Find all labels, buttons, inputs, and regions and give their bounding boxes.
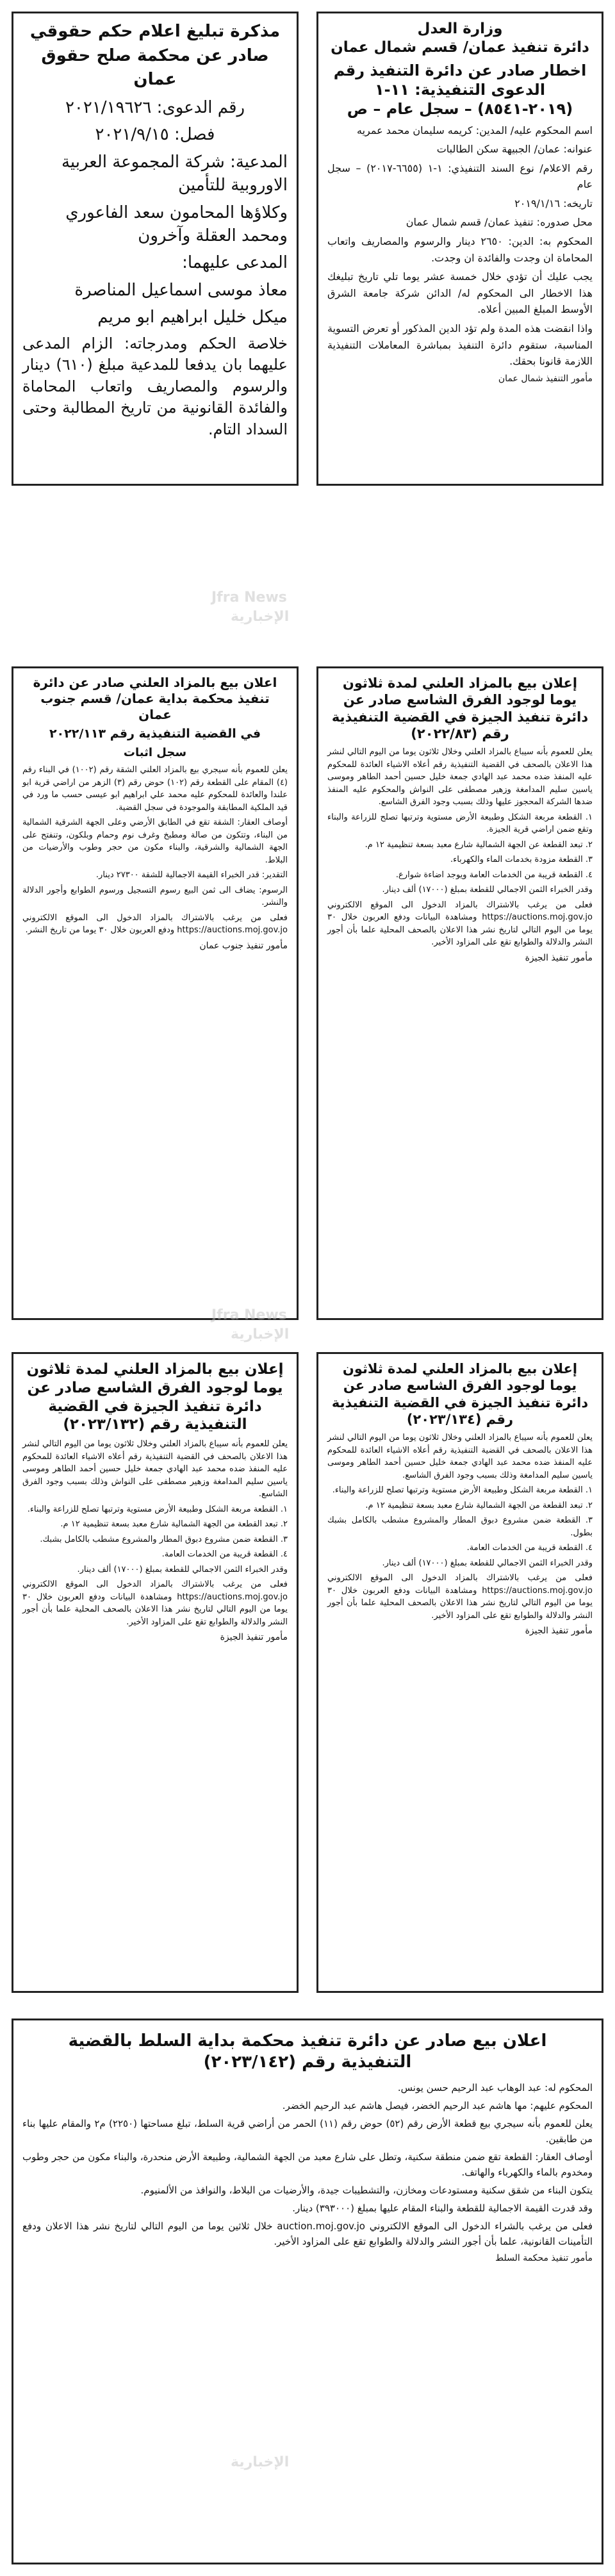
notice-line: ميكل خليل ابراهيم ابو مريم	[97, 308, 288, 327]
notice-para: ١. القطعة مربعة الشكل وطبيعة الأرض مستوية وترتبها تصلح للزراعة والبناء.	[27, 1504, 288, 1514]
notice-para: فعلى من يرغب بالاشتراك بالمزاد الدخول الى الموقع الالكتروني https://auctions.moj.gov.jo ودفع العربون خلال ٣٠ يوما من تاريخ النشر.	[22, 912, 288, 936]
notice-para: ٢. تبعد القطعة من الجهة الشمالية شارع معبد بسعة تنظيمية ١٢ م.	[365, 1500, 593, 1510]
notice-line: المحكوم به: الدين: ٢٦٥٠ دينار والرسوم والمصاريف واتعاب المحاماة ان وجدت والفائدة ان وجدت.	[327, 235, 593, 264]
notice-para: فعلى من يرغب بالاشتراك بالمزاد الدخول الى الموقع الالكتروني https://auctions.moj.gov.jo ومشاهدة البيانات ودفع العربون خلال ٣٠ يوما من اليوم التالي لتاريخ نشر هذا الاعلان بالصحف المحلية علما بأن أجور النشر والدلالة والطوابع تقع على المزاود الأخير.	[22, 1580, 288, 1627]
notice-para: ٤. القطعة قريبة من الخدمات العامة.	[466, 1543, 593, 1553]
notice-para: يتكون البناء من شقق سكنية ومستودعات ومخازن، والتشطيبات جيدة، والأرضيات من البلاط، والنوافذ من الألمنيوم.	[140, 2184, 593, 2196]
notice-signature: مأمور تنفيذ جنوب عمان	[199, 940, 288, 951]
notice-title: اعلان بيع بالمزاد العلني صادر عن دائرة تنفيذ محكمة بداية عمان/ قسم جنوب عمان	[33, 675, 277, 722]
notice-line: المدعى عليهما:	[182, 253, 288, 273]
notice-execution-warning	[316, 12, 603, 486]
notice-para: ٢. تبعد القطعة من الجهة الشمالية شارع معبد بسعة تنظيمية ١٢ م.	[60, 1519, 288, 1529]
notice-para: ٤. القطعة قريبة من الخدمات العامة.	[161, 1549, 288, 1559]
watermark-brand: Jfra News	[211, 1307, 287, 1323]
watermark-sub: الإخبارية	[231, 2454, 290, 2470]
notice-line: رقم الدعوى: ٢٠٢١/١٩٦٢٦	[65, 98, 245, 118]
notice-sale-salt	[12, 2019, 603, 2564]
notice-para: فعلى من يرغب بالاشتراك بالمزاد الدخول الى الموقع الالكتروني https://auctions.moj.gov.jo ومشاهدة البيانات ودفع العربون خلال ٣٠ يوما من اليوم التالي لتاريخ نشر هذا الاعلان بالصحف المحلية علما بأن أجور النشر والدلالة والطوابع تقع على المزاود الأخير.	[327, 1573, 593, 1621]
notice-para: ٣. القطعة ضمن مشروع دبوق المطار والمشروع مشطب بالكامل بشبك.	[40, 1534, 288, 1544]
notice-auction-south-amman	[12, 666, 299, 1320]
notice-title: اخطار صادر عن دائرة التنفيذ رقم الدعوى التنفيذية: ١١-١ (٢٠١٩-٨٥٤١) – سجل عام – ص	[333, 61, 587, 118]
notice-line: خلاصة الحكم ومدرجاته: الزام المدعى عليهما بان يدفعا للمدعية مبلغ (٦١٠) دينار والرسوم والمصاريف واتعاب المحاماة والفائدة القانونية من تاريخ المطالبة وحتى السداد التام.	[22, 334, 288, 438]
notice-line: واذا انقضت هذه المدة ولم تؤد الدين المذكور أو تعرض التسوية المناسبة، ستقوم دائرة التنفيذ بمباشرة المعاملات التنفيذية اللازمة قانونا بحقك.	[327, 322, 593, 368]
notice-para: يعلن للعموم بأنه سيباع بالمزاد العلني وخلال ثلاثون يوما من اليوم التالي لنشر هذا الاعلان بالصحف في القضية التنفيذية رقم أعلاه الاشياء العائدة للمحكوم عليه المنفذ ضده محمد عبد الهادي جمعة خليل حسين أحمد الطاهر وموسى ياسين سليم المدامغة وزهير مصطفى على النواش وذلك بسبب وجود الفرق الشاسع.	[22, 1439, 288, 1499]
notice-line: رقم الاعلام/ نوع السند التنفيذي: ١-١ (٦٦٥٥-٢٠١٧) – سجل عام	[327, 161, 593, 191]
notice-title: إعلان بيع بالمزاد العلني لمدة ثلاثون يوما لوجود الفرق الشاسع صادر عن دائرة تنفيذ الجيزة في القضية التنفيذية رقم (٢٠٢٣/١٣٢)	[26, 1361, 284, 1433]
notice-para: وقدر الخبراء الثمن الاجمالي للقطعة بمبلغ (١٧٠٠٠) ألف دينار.	[382, 885, 593, 895]
notice-line: محل صدوره: تنفيذ عمان/ قسم شمال عمان	[406, 216, 593, 229]
notice-signature: مأمور التنفيذ شمال عمان	[498, 373, 593, 384]
notice-line: وكلاؤها المحامون سعد الفاعوري ومحمد العقلة وآخرون	[65, 202, 288, 246]
notice-para: ٤. القطعة قريبة من الخدمات العامة ويوجد اضاءة شوارع.	[395, 870, 593, 880]
notice-para: يعلن للعموم بأنه سيباع بالمزاد العلني وخلال ثلاثون يوما من اليوم التالي لنشر هذا الاعلان بالصحف في القضية التنفيذية رقم أعلاه الاشياء العائدة للمحكوم عليه المنفذ ضده محمد عبد الهادي جمعة خليل حسين أحمد الطاهر وموسى ياسين سليم المدامغة وزهير مصطفى على النواش والمحكوم عليه المنفذ ضدها الشركة المحجوز عليها وذلك بسبب وجود الفرق الشاسع.	[327, 747, 593, 807]
notice-para: فعلى من يرغب بالشراء الدخول الى الموقع الالكتروني auction.moj.gov.jo خلال ثلاثين يوما من اليوم التالي لتاريخ نشر هذا الاعلان ودفع التأمينات القانونية، علما بأن أجور النشر والدلالة والطوابع تقع على المزاود الأخير.	[22, 2220, 593, 2247]
notice-line: المدعية: شركة المجموعة العربية الاوروبية للتأمين	[61, 152, 288, 195]
watermark-sub: الإخبارية	[231, 609, 290, 625]
notice-title: اعلان بيع صادر عن دائرة تنفيذ محكمة بداية السلط بالقضية التنفيذية رقم (٢٠٢٣/١٤٢)	[68, 2031, 547, 2072]
notice-line: اسم المحكوم عليه/ المدين: كريمه سليمان محمد عمريه	[357, 124, 593, 136]
notice-line: تاريخه: ٢٠١٩/١/١٦	[514, 197, 593, 210]
notice-para: الرسوم: يضاف الى ثمن البيع رسوم التسجيل ورسوم الطوابع وأجور الدلالة والنشر.	[22, 885, 288, 908]
notice-para: أوصاف العقار: القطعة تقع ضمن منطقة سكنية، وتطل على شارع معبد من الجهة الشمالية، وطبيعة الأرض منحدرة، والبناء مكون من حجر وطوب ومخدوم بالماء والكهرباء والهاتف.	[22, 2151, 593, 2178]
notice-para: المحكوم له: عبد الوهاب عبد الرحيم حسن يونس.	[397, 2082, 593, 2093]
notice-para: ٢. تبعد القطعة عن الجهة الشمالية شارع معبد بسعة تنظيمية ١٢ م.	[365, 839, 593, 850]
notice-judgment-summons	[12, 12, 299, 486]
notice-title: مذكرة تبليغ اعلام حكم حقوقي صادر عن محكمة صلح حقوق عمان	[29, 22, 281, 90]
notice-auction-jiza-83	[316, 666, 603, 1320]
notice-para: ١. القطعة مربعة الشكل وطبيعة الأرض مستوية وترتبها تصلح للزراعة والبناء.	[332, 1485, 593, 1495]
notice-signature: مأمور تنفيذ الجيزة	[525, 1626, 593, 1636]
notice-para: ٣. القطعة ضمن مشروع دبوق المطار والمشروع مشطب بالكامل بشبك بطول.	[327, 1515, 593, 1538]
notice-line: معاذ موسى اسماعيل المناصرة	[74, 280, 288, 300]
notice-para: المحكوم عليهم: مها هاشم عبد الرحيم الخضر، فيصل هاشم عبد الرحيم الخضر.	[282, 2100, 593, 2111]
notice-para: أوصاف العقار: الشقة تقع في الطابق الأرضي وعلى الجهة الشرقية الشمالية من البناء، وتتكون من صالة ومطبخ وغرف نوم وحمام وبلكون، وتنفتح على الجهة الشمالية والشرقية، والبناء مكون من حجر وطوب والأرضيات من البلاط.	[22, 818, 288, 865]
notice-para: التقدير: قدر الخبراء القيمة الاجمالية للشقة ٢٧٣٠٠ دينار.	[95, 870, 288, 880]
notice-signature: مأمور تنفيذ محكمة السلط	[495, 2253, 593, 2263]
watermark-sub: الإخبارية	[231, 1326, 290, 1342]
notice-para: ٣. القطعة مزودة بخدمات الماء والكهرباء.	[450, 855, 593, 864]
notice-title: إعلان بيع بالمزاد العلني لمدة ثلاثون يوما لوجود الفرق الشاسع صادر عن دائرة تنفيذ الجيزة في القضية التنفيذية رقم (٢٠٢٢/٨٣)	[331, 675, 589, 741]
notice-line: فصل: ٢٠٢١/٩/١٥	[95, 125, 215, 145]
notice-para: فعلى من يرغب بالاشتراك بالمزاد الدخول الى الموقع الالكتروني https://auctions.moj.gov.jo ومشاهدة البيانات ودفع العربون خلال ٣٠ يوما من اليوم التالي لتاريخ نشر هذا الاعلان بالصحف المحلية علما بأن أجور النشر والدلالة والطوابع تقع على المزاود الأخير.	[327, 900, 593, 947]
watermark-brand: Jfra News	[211, 590, 287, 606]
notice-para: وقدر الخبراء الثمن الاجمالي للقطعة بمبلغ (١٧٠٠٠) ألف دينار.	[382, 1558, 593, 1568]
notice-signature: مأمور تنفيذ الجيزة	[220, 1632, 288, 1642]
notice-auction-jiza-132	[12, 1352, 299, 1993]
notice-header: وزارة العدل دائرة تنفيذ عمان/ قسم شمال عمان	[331, 21, 589, 56]
notice-signature: مأمور تنفيذ الجيزة	[525, 952, 593, 963]
notice-para: ١. القطعة مربعة الشكل وطبيعة الأرض مستوية وترتبها تصلح للزراعة والبناء وتقع ضمن اراضي قرية الجيزة.	[327, 812, 593, 834]
notice-para: يعلن للعموم بأنه سيجري بيع بالمزاد العلني الشقة رقم (١٠٠٢) في البناء رقم (٤) المقام على القطعة رقم (١٠٢) حوض رقم (٣) الزهر من اراضي قرية ابو علندا والعائدة للمحكوم عليه محمد علي ابراهيم ابو عيسى حسب ما ورد في قيد الملكية المطابقة والموجودة في سجل القضية.	[22, 765, 288, 813]
notice-para: وقدر الخبراء الثمن الاجمالي للقطعة بمبلغ (١٧٠٠٠) ألف دينار.	[77, 1564, 288, 1574]
notice-para: يعلن للعموم بأنه سيجري بيع قطعة الأرض رقم (٥٢) حوض رقم (١١) الحمر من أراضي قرية السلط، تبلغ مساحتها (٢٢٥٠) م٢ والمقام عليها بناء من طابقين.	[22, 2118, 593, 2145]
notice-subtitle: سجل اثبات	[123, 745, 187, 759]
notice-title: إعلان بيع بالمزاد العلني لمدة ثلاثون يوما لوجود الفرق الشاسع صادر عن دائرة تنفيذ الجيزة في القضية التنفيذية رقم (٢٠٢٣/١٣٤)	[331, 1361, 589, 1427]
notice-case: في القضية التنفيذية رقم ٢٠٢٢/١١٣	[49, 727, 261, 741]
notice-para: يعلن للعموم بأنه سيباع بالمزاد العلني وخلال ثلاثون يوما من اليوم التالي لنشر هذا الاعلان بالصحف في القضية التنفيذية رقم أعلاه الاشياء العائدة للمحكوم عليه المنفذ ضده محمد عبد الهادي جمعة خليل حسين أحمد الطاهر وموسى ياسين سليم المدامغة وذلك بسبب وجود الفرق الشاسع.	[327, 1433, 593, 1480]
notice-line: يجب عليك أن تؤدي خلال خمسة عشر يوما تلي تاريخ تبليغك هذا الاخطار الى المحكوم له/ الدائن شركة جامعة الشرق الأوسط المبلغ المبين أعلاه.	[327, 270, 593, 316]
notice-auction-jiza-134	[316, 1352, 603, 1993]
notice-line: عنوانه: عمان/ الجبيهة سكن الطالبات	[436, 143, 593, 156]
notice-para: وقد قدرت القيمة الاجمالية للقطعة والبناء المقام عليها بمبلغ (٣٩٣٠٠٠) دينار.	[292, 2202, 593, 2214]
